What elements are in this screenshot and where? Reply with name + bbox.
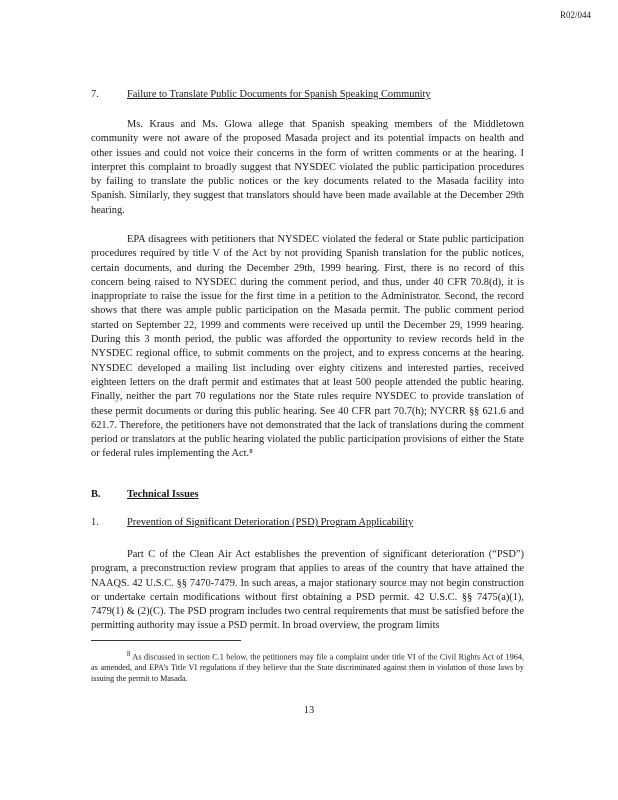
section-1-heading: Prevention of Significant Deterioration (PSD) Program Applicability	[127, 517, 414, 528]
footnote-separator	[91, 640, 241, 641]
section-7-number: 7.	[91, 89, 99, 100]
footnote-text: As discussed in section C.1 below, the petitioners may file a complaint under title VI of the Civil Rights Act of 1964, as amended, and EPA’s Title VI regulations if they believe that the State discriminated against them in violation of those laws by issuing the permit to Masada.	[91, 652, 524, 683]
section-7-paragraph-1: Ms. Kraus and Ms. Glowa allege that Spanish speaking members of the Middletown community were not aware of the proposed Masada project and its potential impacts on health and other issues and could not voice their concerns in the form of written comments or at the hearing. I interpret this complaint to broadly suggest that NYSDEC violated the public participation procedures by failing to translate the public notices or the key documents related to the Masada facility into Spanish. Similarly, they suggest that translators should have been made available at the December 29th hearing.	[91, 119, 524, 216]
footnote-mark: 8	[127, 651, 131, 658]
document-reference: R02/044	[560, 10, 592, 20]
section-1-paragraph: Part C of the Clean Air Act establishes the prevention of significant deterioration (“PSD”) program, a preconstruction review program that applies to areas of the country that have attained the NAAQS. 42 U.S.C. §§ 7470-7479. In such areas, a major stationary source may not begin construction or undertake certain modifications without first obtaining a PSD permit. 42 U.S.C. §§ 7475(a)(1), 7479(1) & (2)(C). The PSD program includes two central requirements that must be satisfied before the permitting authority may issue a PSD permit. In broad overview, the program limits	[91, 549, 524, 632]
section-7-paragraph-2: EPA disagrees with petitioners that NYSDEC violated the federal or State public participation procedures required by title V of the Act by not providing Spanish translation for the public notices, certain documents, and during the December 29th, 1999 hearing. First, there is no record of this concern being raised to NYSDEC during the comment period, and thus, under 40 CFR 70.8(d), it is inappropriate to raise the issue for the first time in a petition to the Administrator. Second, the record shows that there was ample public participation on the Masada permit. The public comment period started on September 22, 1999 and comments were received up until the December 29, 1999 hearing. During this 3 month period, the public was afforded the opportunity to review records held in the NYSDEC regional office, to submit comments on the project, and to express concerns at the hearing. NYSDEC developed a mailing list including over eighty citizens and interested parties, received eighteen letters on the draft permit and estimates that at least 500 people attended the public hearing. Finally, neither the part 70 regulations nor the State rules require NYSDEC to provide translation of these permit documents or during this public hearing. See 40 CFR part 70.7(h); NYCRR §§ 621.6 and 621.7. Therefore, the petitioners have not demonstrated that the lack of translations during the comment period or translators at the public hearing violated the public participation provisions of either the State or federal rules implementing the Act.⁸	[91, 234, 524, 460]
section-7-heading: Failure to Translate Public Documents for Spanish Speaking Community	[127, 89, 431, 100]
section-b-number: B.	[91, 489, 101, 500]
footnote	[91, 650, 524, 685]
page-number: 13	[303, 705, 315, 716]
section-b-heading: Technical Issues	[127, 489, 199, 500]
section-1-number: 1.	[91, 517, 99, 528]
